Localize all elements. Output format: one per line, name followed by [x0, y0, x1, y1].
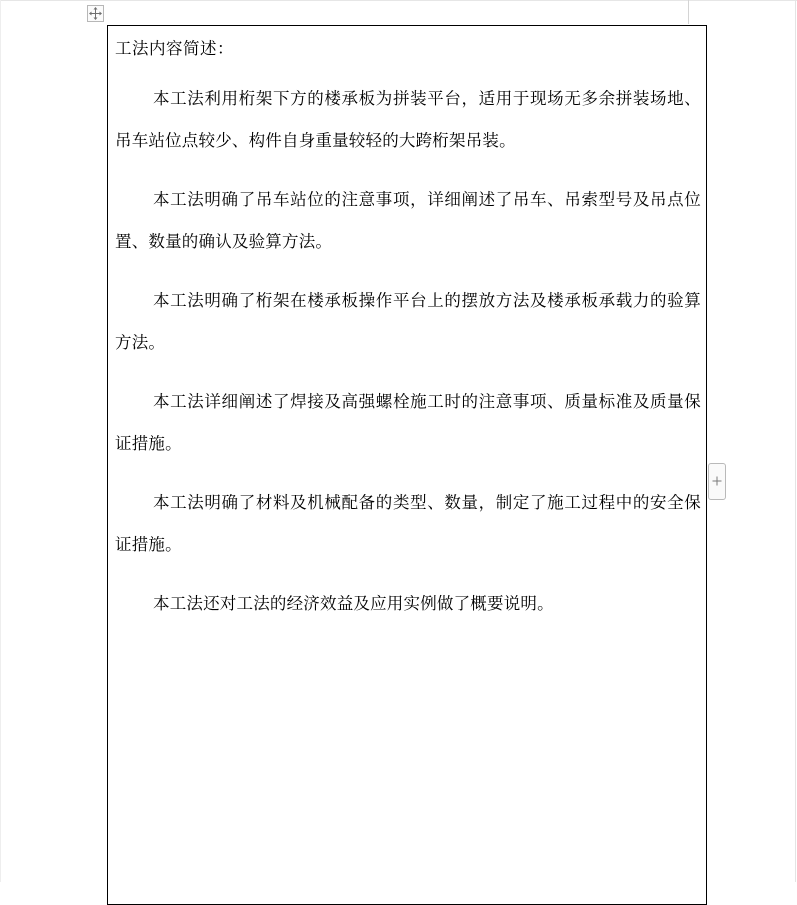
move-arrows-icon [88, 6, 103, 21]
page-right-edge [795, 0, 796, 882]
margin-corner-mark [688, 0, 689, 24]
page-top-edge [0, 0, 797, 1]
paragraph-1: 本工法利用桁架下方的楼承板为拼装平台，适用于现场无多余拼装场地、吊车站位点较少、构件自身重量较轻的大跨桁架吊装。 [115, 89, 701, 150]
section-heading: 工法内容简述： [115, 39, 234, 58]
table-move-handle[interactable] [87, 5, 104, 22]
paragraph-3: 本工法明确了桁架在楼承板操作平台上的摆放方法及楼承板承载力的验算方法。 [115, 291, 701, 352]
paragraph-6: 本工法还对工法的经济效益及应用实例做了概要说明。 [153, 594, 554, 613]
paragraph-5: 本工法明确了材料及机械配备的类型、数量，制定了施工过程中的安全保证措施。 [115, 493, 701, 554]
paragraph-4: 本工法详细阐述了焊接及高强螺栓施工时的注意事项、质量标准及质量保证措施。 [115, 392, 701, 453]
cell-content [115, 37, 701, 625]
plus-icon [709, 476, 725, 486]
paragraph-2: 本工法明确了吊车站位的注意事项，详细阐述了吊车、吊索型号及吊点位置、数量的确认及验算方法。 [115, 190, 701, 251]
page-left-edge [0, 0, 1, 882]
add-row-button[interactable] [708, 463, 726, 500]
table-cell[interactable] [107, 25, 707, 905]
